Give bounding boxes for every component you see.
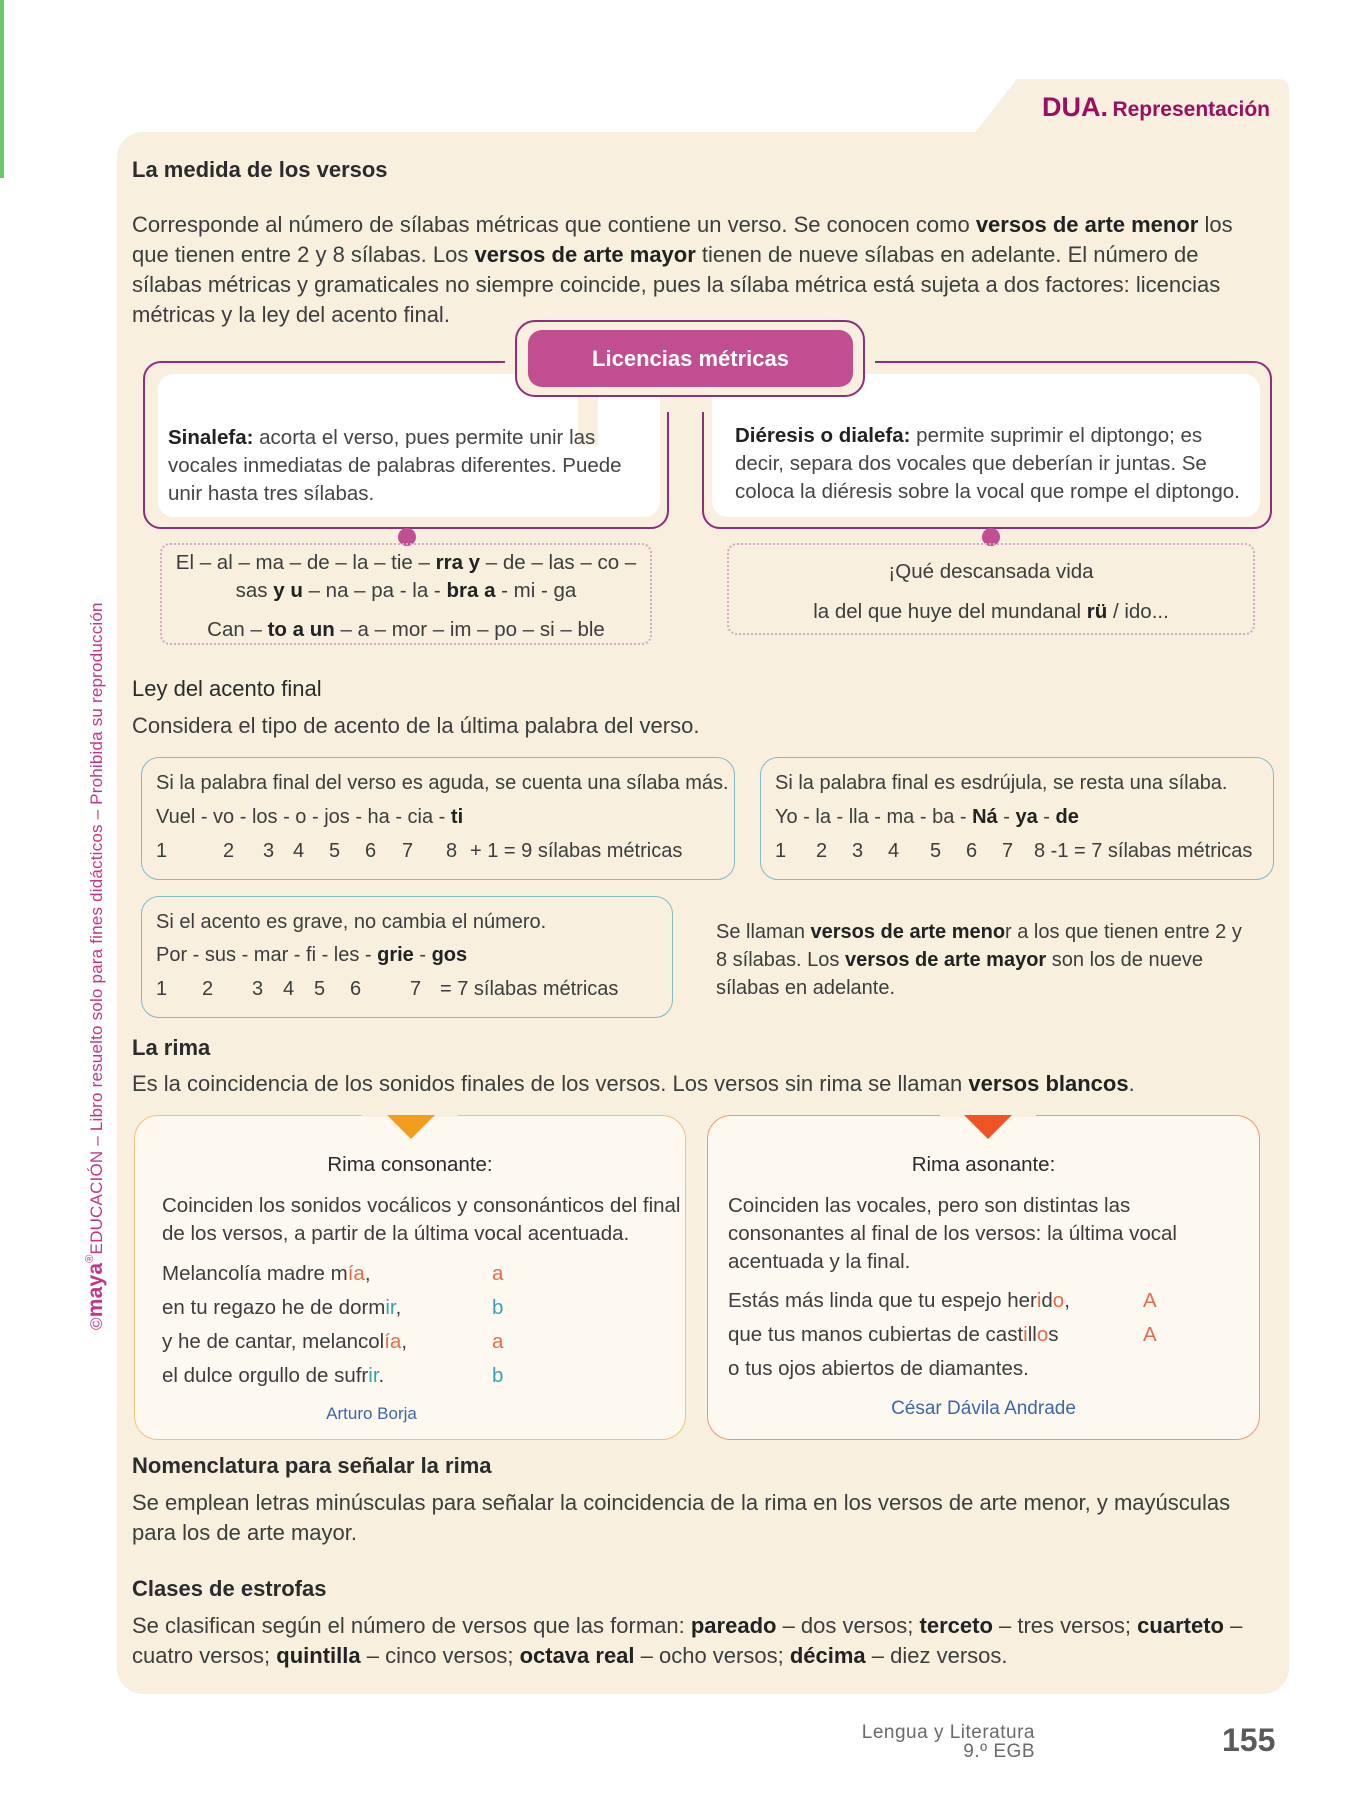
page-number: 155 xyxy=(1222,1722,1276,1758)
text-span: y he de cantar, melancol xyxy=(162,1330,385,1353)
registered-symbol: ® xyxy=(84,1254,96,1263)
copyright-text: EDUCACIÓN – Libro resuelto solo para fines didácticos – Prohibida su reproducción xyxy=(87,602,106,1255)
poem-author: Arturo Borja xyxy=(326,1404,417,1423)
rhyme-highlight: i xyxy=(1036,1289,1042,1312)
medida-paragraph xyxy=(132,210,1274,330)
verse-line xyxy=(162,1296,401,1320)
bold-term: Ná xyxy=(972,806,998,828)
example-line xyxy=(162,618,650,642)
bold-term: versos de arte menor xyxy=(975,212,1199,237)
sinalefa-definition xyxy=(168,424,653,508)
text-span: Yo - la - lla - ma - ba - xyxy=(775,806,973,828)
bold-term: gos xyxy=(431,944,468,966)
bold-term: octava real xyxy=(519,1643,635,1668)
bold-term: grie xyxy=(377,944,414,966)
esdrujula-box xyxy=(760,757,1274,880)
text-span: , xyxy=(364,1262,371,1285)
section-title-medida: La medida de los versos xyxy=(132,157,388,182)
example-line xyxy=(162,579,650,603)
text-span: Can – xyxy=(207,618,268,641)
rhyme-highlight: ía xyxy=(384,1330,402,1353)
bold-term: y u xyxy=(273,579,303,602)
verse-line xyxy=(728,1323,1058,1347)
text-span: , xyxy=(395,1296,402,1319)
sinalefa-examples xyxy=(160,543,652,645)
bold-term: pareado xyxy=(690,1613,777,1638)
text-span: , xyxy=(401,1330,408,1353)
count: 3 xyxy=(852,840,864,862)
rima-consonante-title: Rima consonante: xyxy=(327,1153,493,1176)
count: 8 xyxy=(446,840,458,862)
verse-line: o tus ojos abiertos de diamantes. xyxy=(728,1357,1029,1380)
bold-term: rü xyxy=(1086,600,1108,623)
count: 3 xyxy=(252,978,264,1000)
text-span: ll xyxy=(1027,1323,1037,1346)
bold-term: ya xyxy=(1015,806,1038,828)
text-span: s xyxy=(1048,1323,1059,1346)
count: 1 xyxy=(156,978,168,1000)
text-span: sas xyxy=(235,579,274,602)
section-title-estrofas: Clases de estrofas xyxy=(132,1576,327,1601)
text-span: en tu regazo he de dorm xyxy=(162,1296,386,1319)
bold-term: cuarteto xyxy=(1137,1613,1224,1638)
arte-note xyxy=(716,918,1256,1002)
text-span: – de – las – co – xyxy=(480,551,637,574)
count: 6 xyxy=(966,840,978,862)
bold-term: versos de arte meno xyxy=(810,921,1006,943)
rhyme-highlight: ir xyxy=(385,1296,396,1319)
count: 7 xyxy=(402,840,414,862)
text-span: – diez versos. xyxy=(865,1643,1008,1668)
text-span: r a los que tienen entre 2 y 8 sílabas. Los xyxy=(716,921,1242,971)
dieresis-examples xyxy=(727,543,1255,635)
count: 6 xyxy=(365,840,377,862)
footer-subject xyxy=(862,1723,1035,1761)
text-span: - xyxy=(413,944,432,966)
rhyme-mark: b xyxy=(492,1364,504,1387)
count: 5 xyxy=(329,840,341,862)
rima-intro xyxy=(132,1069,1135,1099)
count: 6 xyxy=(350,978,362,1000)
rima-consonante-definition: Coinciden los sonidos vocálicos y consonánticos del final de los versos, a partir de la última vocal acentuada. xyxy=(162,1194,681,1245)
text-span: . xyxy=(1128,1071,1135,1096)
grave-rule: Si el acento es grave, no cambia el número. xyxy=(156,911,547,933)
text-span: Estás más linda que tu espejo her xyxy=(728,1289,1037,1312)
rima-asonante-definition: Coinciden las vocales, pero son distintas las consonantes al final de los versos: la última vocal acentuada y la final. xyxy=(728,1194,1177,1273)
rhyme-mark: b xyxy=(492,1296,504,1319)
text-span: permite suprimir el diptongo; es decir, separa dos vocales que deberían ir juntas. Se coloca la diéresis sobre la vocal que rompe el diptongo. xyxy=(735,424,1240,503)
subject-name: Lengua y Literatura xyxy=(861,1722,1035,1743)
count: 5 xyxy=(314,978,326,1000)
text-span: - mi - ga xyxy=(495,579,577,602)
aguda-box xyxy=(141,757,735,880)
text-span: - xyxy=(1037,806,1056,828)
grave-example xyxy=(156,944,467,967)
count: 2 xyxy=(816,840,828,862)
nomenclatura-text: Se emplean letras minúsculas para señalar la coincidencia de la rima en los versos de arte menor, y mayúsculas para los de arte mayor. xyxy=(132,1490,1231,1545)
dua-label xyxy=(1042,92,1270,123)
bold-term: versos de arte mayor xyxy=(474,242,696,267)
count: 1 xyxy=(775,840,787,862)
text-span: El – al – ma – de – la – tie – xyxy=(175,551,436,574)
rhyme-highlight: ir xyxy=(368,1364,379,1387)
count: 5 xyxy=(930,840,942,862)
text-span: , xyxy=(1064,1289,1070,1312)
pointer-triangle-icon xyxy=(387,1115,435,1139)
bold-term: to a un xyxy=(267,618,335,641)
text-span: – na – pa - la - xyxy=(302,579,447,602)
count: 3 xyxy=(263,840,275,862)
text-span: Se llaman xyxy=(716,921,811,943)
text-span: que tus manos cubiertas de cast xyxy=(728,1323,1024,1346)
text-span: – cuatro versos; xyxy=(132,1613,1243,1668)
text-span: tienen de nueve sílabas en adelante. El número de sílabas métricas y gramaticales no siempre coincide, pues la sílaba métrica está sujeta a dos factores: licencias métricas y la ley del acento final. xyxy=(132,242,1221,327)
section-title-rima: La rima xyxy=(132,1035,211,1060)
licencias-title: Licencias métricas xyxy=(528,330,853,387)
text-span: – dos versos; xyxy=(776,1613,920,1638)
example-line xyxy=(729,600,1253,624)
text-span: d xyxy=(1041,1289,1053,1312)
text-span: el dulce orgullo de sufr xyxy=(162,1364,369,1387)
text-span: Vuel - vo - los - o - jos - ha - cia - xyxy=(156,806,451,828)
text-span: – ocho versos; xyxy=(634,1643,790,1668)
text-span: Es la coincidencia de los sonidos finales de los versos. Los versos sin rima se llaman xyxy=(132,1071,969,1096)
example-line: ¡Qué descansada vida xyxy=(888,560,1094,583)
bold-term: versos blancos xyxy=(968,1071,1129,1096)
verse-line xyxy=(162,1364,384,1388)
grave-box xyxy=(141,896,673,1018)
count: 4 xyxy=(888,840,900,862)
dua-label-text: Representación xyxy=(1112,98,1270,121)
result: 8 -1 = 7 sílabas métricas xyxy=(1034,840,1253,862)
result: = 7 sílabas métricas xyxy=(440,978,619,1000)
rhyme-highlight: ía xyxy=(347,1262,365,1285)
count: 4 xyxy=(293,840,305,862)
text-span: Corresponde al número de sílabas métricas que contiene un verso. Se conocen como xyxy=(132,212,976,237)
text-span: son los de nueve sílabas en adelante. xyxy=(716,949,1203,999)
count: 4 xyxy=(283,978,295,1000)
poem-author: César Dávila Andrade xyxy=(891,1398,1076,1419)
aguda-rule: Si la palabra final del verso es aguda, se cuenta una sílaba más. xyxy=(156,772,729,794)
dieresis-definition xyxy=(735,422,1255,506)
bold-term: terceto xyxy=(919,1613,993,1638)
rhyme-highlight: i xyxy=(1023,1323,1028,1346)
bold-term: bra a xyxy=(446,579,496,602)
verse-line xyxy=(728,1289,1070,1313)
page-edge-marker xyxy=(0,0,4,178)
rhyme-mark: A xyxy=(1143,1323,1157,1346)
grade-label: 9.º EGB xyxy=(963,1741,1035,1762)
dua-label-prefix: DUA. xyxy=(1041,92,1108,122)
section-title-ley: Ley del acento final xyxy=(132,676,322,701)
text-span: – tres versos; xyxy=(992,1613,1138,1638)
estrofas-text xyxy=(132,1611,1274,1671)
bold-term: quintilla xyxy=(276,1643,361,1668)
text-span: la del que huye del mundanal xyxy=(813,600,1087,623)
copyright-notice xyxy=(84,602,108,1330)
count: 7 xyxy=(410,978,422,1000)
term: Sinalefa: xyxy=(168,426,254,449)
copyright-symbol: © xyxy=(87,1317,106,1330)
term: Diéresis o dialefa: xyxy=(735,424,911,447)
text-span: Se clasifican según el número de versos que las forman: xyxy=(132,1613,691,1638)
result: + 1 = 9 sílabas métricas xyxy=(470,840,683,862)
count: 2 xyxy=(223,840,235,862)
aguda-example xyxy=(156,806,463,829)
bold-term: versos de arte mayor xyxy=(844,949,1047,971)
rhyme-mark: a xyxy=(492,1330,504,1353)
pointer-triangle-icon xyxy=(964,1115,1012,1139)
text-span: – cinco versos; xyxy=(360,1643,520,1668)
bold-term: rra y xyxy=(435,551,481,574)
aguda-count xyxy=(156,840,682,863)
rhyme-highlight: o xyxy=(1052,1289,1065,1312)
esdrujula-count xyxy=(775,840,1252,863)
verse-line xyxy=(162,1262,371,1286)
rhyme-mark: A xyxy=(1143,1289,1157,1312)
text-span: / ido... xyxy=(1107,600,1169,623)
text-span: . xyxy=(378,1364,385,1387)
count: 2 xyxy=(202,978,214,1000)
esdrujula-rule: Si la palabra final es esdrújula, se resta una sílaba. xyxy=(775,772,1228,794)
rhyme-highlight: o xyxy=(1036,1323,1049,1346)
ley-intro: Considera el tipo de acento de la última palabra del verso. xyxy=(132,713,700,738)
verse-line xyxy=(162,1330,407,1354)
text-span: Melancolía madre m xyxy=(162,1262,348,1285)
text-span: – a – mor – im – po – si – ble xyxy=(334,618,605,641)
text-span: Por - sus - mar - fi - les - xyxy=(156,944,378,966)
count: 7 xyxy=(1002,840,1014,862)
rhyme-mark: a xyxy=(492,1262,504,1285)
bold-term: ti xyxy=(450,806,464,828)
count: 1 xyxy=(156,840,168,862)
brand-logo: maya xyxy=(84,1262,107,1318)
example-line xyxy=(162,551,650,575)
text-span: los que tienen entre 2 y 8 sílabas. Los xyxy=(132,212,1233,267)
rima-asonante-title: Rima asonante: xyxy=(911,1153,1056,1176)
bold-term: décima xyxy=(789,1643,866,1668)
bold-term: de xyxy=(1055,806,1079,828)
grave-count xyxy=(156,978,618,1001)
section-title-nomenclatura: Nomenclatura para señalar la rima xyxy=(132,1453,492,1478)
text-span: - xyxy=(997,806,1016,828)
esdrujula-example xyxy=(775,806,1079,829)
text-span: acorta el verso, pues permite unir las vocales inmediatas de palabras diferentes. Puede unir hasta tres sílabas. xyxy=(168,426,622,505)
